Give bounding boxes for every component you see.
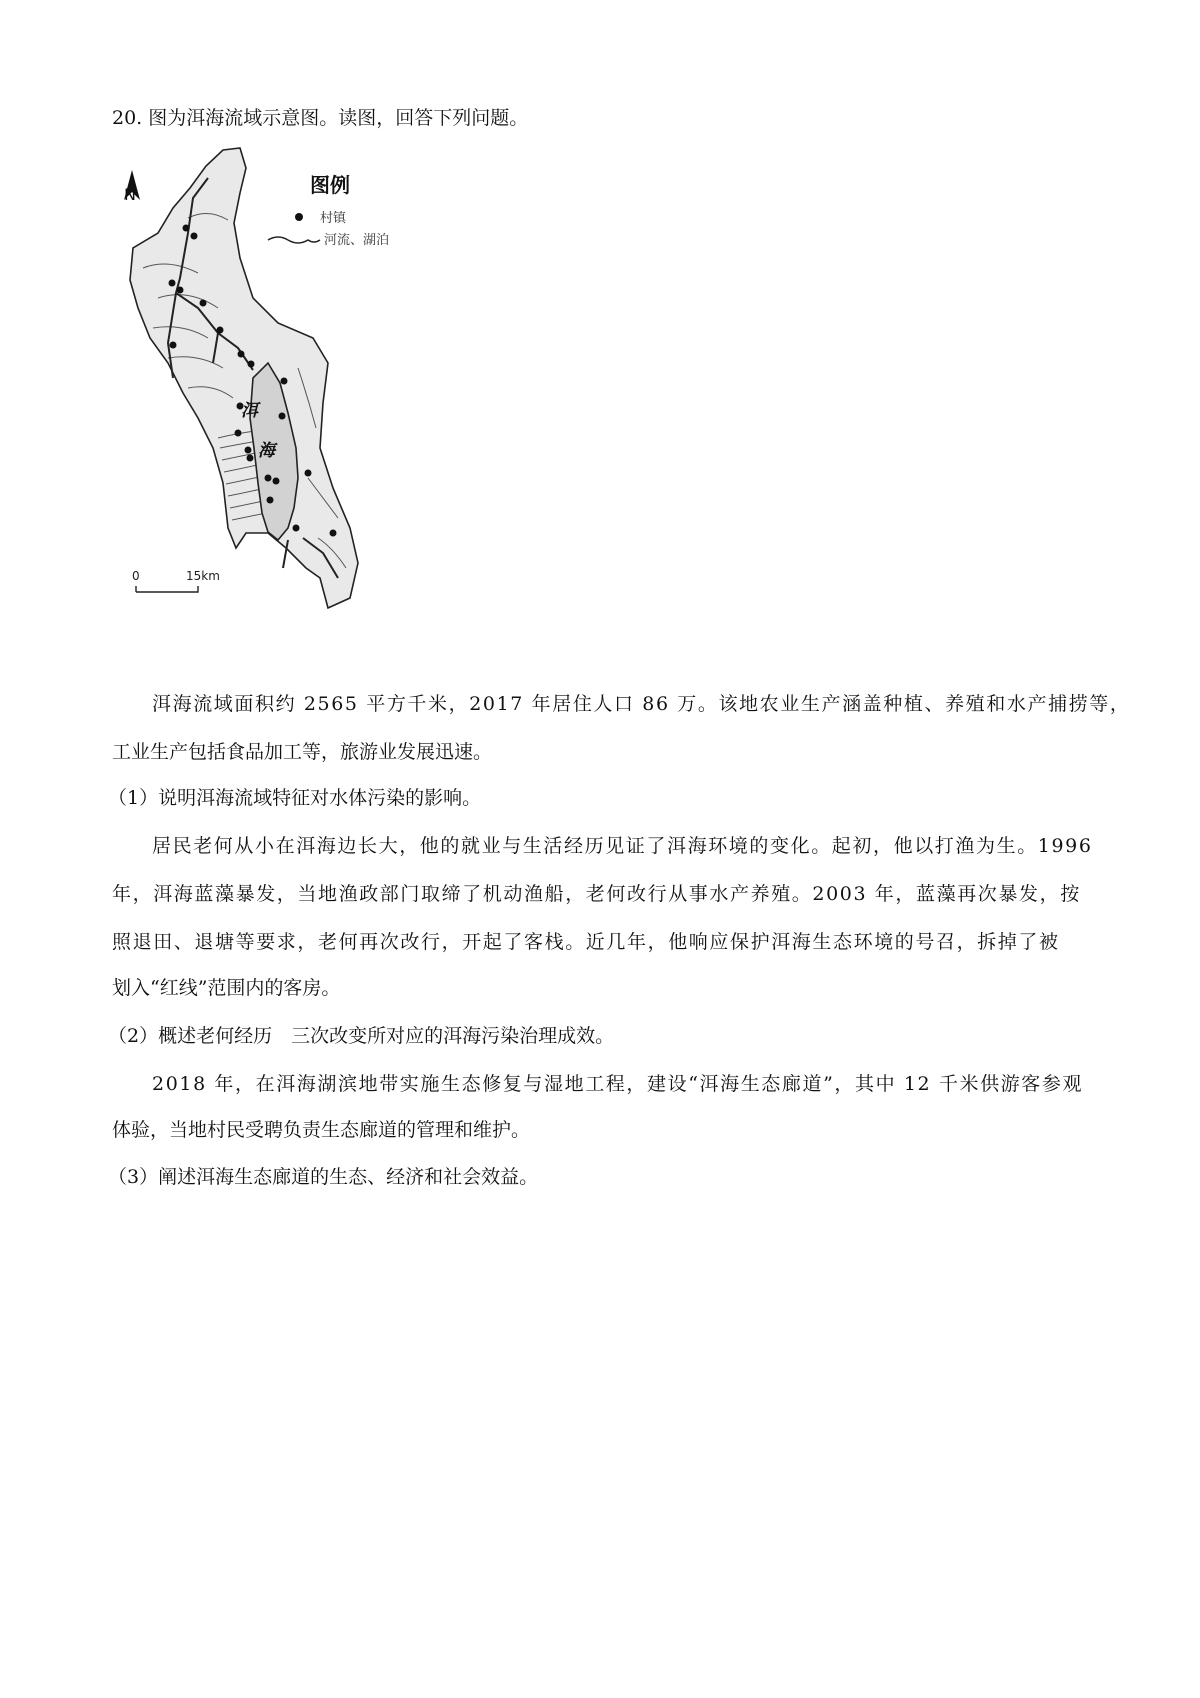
sub-question-1: （1）说明洱海流域特征对水体污染的影响。: [108, 787, 482, 809]
paragraph-2-line-1: 居民老何从小在洱海边长大，他的就业与生活经历见证了洱海环境的变化。起初，他以打渔为生。1996: [152, 835, 1093, 857]
north-arrow-icon: [124, 170, 140, 204]
svg-text:N: N: [124, 185, 136, 204]
legend-label-river: 河流、湖泊: [324, 233, 390, 248]
lake-label-1: 洱: [241, 401, 258, 421]
legend-label-village: 村镇: [320, 211, 347, 226]
question-title: 20. 图为洱海流域示意图。读图，回答下列问题。: [112, 107, 529, 129]
legend-title: 图例: [310, 173, 350, 197]
river-lake-line-icon: [268, 237, 320, 243]
village-dot-icon: [295, 213, 303, 221]
svg-text:0: 0: [132, 569, 140, 583]
erhai-basin-map: [124, 148, 438, 658]
lake-label-2: 海: [258, 441, 275, 461]
paragraph-2-line-3: 照退田、退塘等要求，老何再次改行，开起了客栈。近几年，他响应保护洱海生态环境的号召，拆掉了被: [112, 931, 1060, 953]
paragraph-2-line-2: 年，洱海蓝藻暴发，当地渔政部门取缔了机动渔船，老何改行从事水产养殖。2003 年，蓝藻再次暴发，按: [112, 883, 1081, 905]
paragraph-1-line-2: 工业生产包括食品加工等，旅游业发展迅速。: [112, 741, 493, 763]
paragraph-3-line-2: 体验，当地村民受聘负责生态廊道的管理和维护。: [112, 1119, 531, 1141]
paragraph-2-line-4: 划入“红线”范围内的客房。: [112, 977, 341, 999]
sub-question-2: （2）概述老何经历 三次改变所对应的洱海污染治理成效。: [108, 1025, 615, 1047]
paragraph-3-line-1: 2018 年，在洱海湖滨地带实施生态修复与湿地工程，建设“洱海生态廊道”，其中 12 千米供游客参观: [152, 1073, 1084, 1095]
paragraph-1-line-1: 洱海流域面积约 2565 平方千米，2017 年居住人口 86 万。该地农业生产涵盖种植、养殖和水产捕捞等，: [152, 693, 1131, 715]
sub-question-3: （3）阐述洱海生态廊道的生态、经济和社会效益。: [108, 1166, 539, 1188]
svg-text:15km: 15km: [186, 569, 220, 583]
scale-bar: [132, 569, 220, 592]
